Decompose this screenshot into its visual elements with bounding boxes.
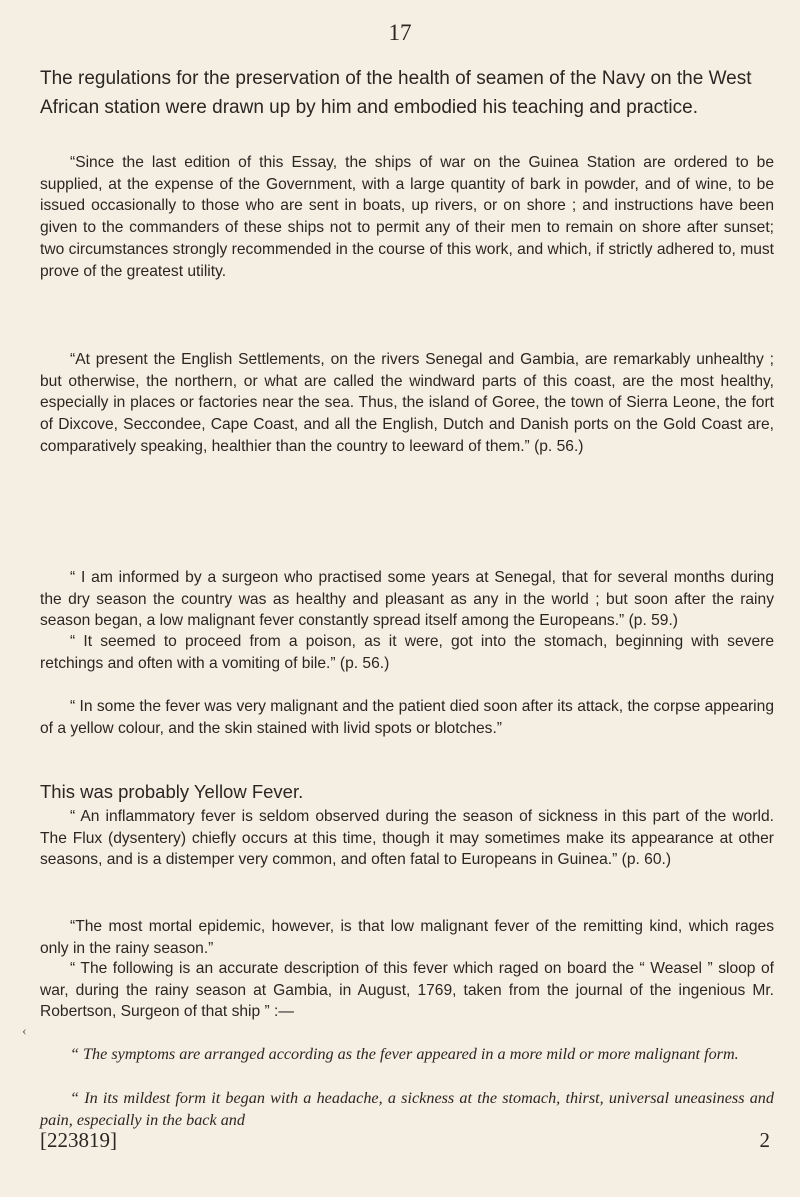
quote-text: “Since the last edition of this Essay, the ships of war on the Guinea Station are ordered to be supplied, at the expense of the Government, with a large quantity of bark in powder, and of wine, to be issued occasionally to those who are sent in boats, up rivers, or on shore ; and instructions have been given to the commanders of these ships not to permit any of their men to remain on shore after sunset; two circumstances strongly recommended in the course of this work, and which, if strictly adhered to, must prove of the greatest utility. [40,154,774,280]
italic-text: “ In its mildest form it began with a headache, a sickness at the stomach, thirst, universal uneasiness and pain, especially in the back and [40,1089,774,1129]
quote-paragraph [40,152,774,282]
quote-text: “ An inflammatory fever is seldom observed during the season of sickness in this part of the world. The Flux (dysentery) chiefly occurs at this time, though it may sometimes make its appearance at other seasons, and is a distemper very common, and often fatal to Europeans in Guinea.” (p. 60.) [40,808,774,869]
quote-text: “ In some the fever was very malignant and the patient died soon after its attack, the corpse appearing of a yellow colour, and the skin stained with livid spots or blotches.” [40,698,774,737]
quote-text: “ I am informed by a surgeon who practised some years at Senegal, that for several months during the dry season the country was as healthy and pleasant as any in the world ; but soon after the rainy season began, a low malignant fever constantly spread itself among the Europeans.” (p. 59.) [40,569,774,630]
page-number: 17 [388,20,412,45]
quote-paragraph [40,349,774,458]
quote-paragraph [40,806,774,871]
quote-paragraph [40,916,774,959]
italic-paragraph [40,1044,774,1066]
quote-text: “ The following is an accurate description of this fever which raged on board the “ Weasel ” sloop of war, during the rainy season at Gambia, in August, 1769, taken from the journal of the ingenious Mr. Robertson, Surgeon of that ship ” :— [40,960,774,1021]
quote-paragraph [40,567,774,632]
quote-text: “At present the English Settlements, on the rivers Senegal and Gambia, are remarkably unhealthy ; but otherwise, the northern, or what are called the windward parts of this coast, are the most healthy, especially in places or factories near the sea. Thus, the island of Goree, the town of Sierra Leone, the fort of Dixcove, Seccondee, Cape Coast, and all the English, Dutch and Danish ports on the Gold Coast are, comparatively speaking, healthier than the country to leeward of them.” (p. 56.) [40,351,774,455]
intro-paragraph: The regulations for the preservation of the health of seamen of the Navy on the West African station were drawn up by him and embodied his teaching and practice. [40,68,752,118]
quote-paragraph [40,696,774,739]
quote-paragraph [40,958,774,1023]
quote-paragraph [40,631,774,674]
signature-mark: 2 [759,1128,770,1152]
remark-line: This was probably Yellow Fever. [40,781,304,802]
margin-mark-icon: ‹ [22,1024,27,1039]
italic-text: “ The symptoms are arranged according as the fever appeared in a more mild or more malignant form. [70,1045,739,1063]
quote-text: “The most mortal epidemic, however, is that low malignant fever of the remitting kind, which rages only in the rainy season.” [40,918,774,957]
quote-text: “ It seemed to proceed from a poison, as it were, got into the stomach, beginning with severe retchings and often with a vomiting of bile.” (p. 56.) [40,633,774,672]
printer-code: [223819] [40,1128,117,1152]
italic-paragraph [40,1088,774,1131]
